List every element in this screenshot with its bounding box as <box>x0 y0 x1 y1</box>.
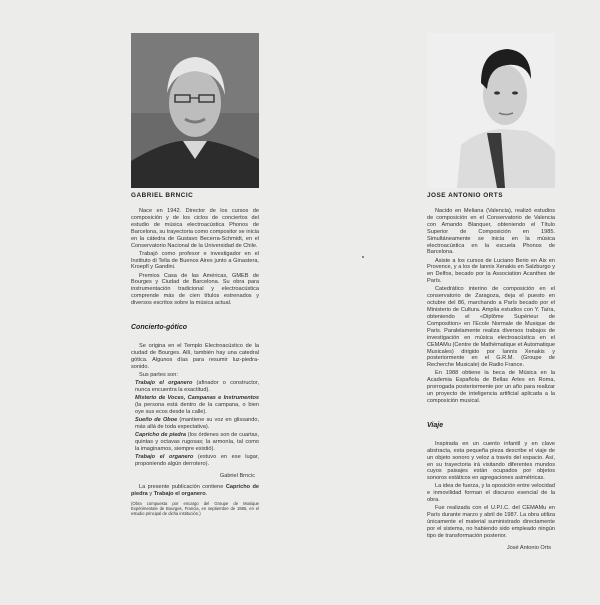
part-desc: (afinador o constructor, nunca encuentra la exactitud). <box>135 379 260 393</box>
column-right <box>427 208 555 557</box>
work-paragraph: La idea de fuerza, y la oposición entre velocidad e inmovilidad forman el discurso esencial de la obra. <box>427 483 555 504</box>
publication-note <box>131 484 259 498</box>
bio-paragraph: Nace en 1942. Director de los cursos de composición y de los ciclos de conciertos del estudio de música electroacústica Phonos de Barcelona, su trayectoria como compositor se inicia en la cátedra de Gustavo Becerra-Schmidt, en el Conservatorio Nacional de la Universidad de Chile. <box>131 208 259 249</box>
signature-gabriel-brncic: Gabriel Brncic <box>219 472 255 479</box>
work-paragraph: Inspirada en un cuento infantil y en clave abstracta, esta pequeña pieza describe el viaje de un objeto sonoro y veloz a través del espacio. Así, en su trayectoria irá visitando diferentes mundos cuyos paisajes están ocupados por objetos sonoros estáticos en agregaciones asimétricas. <box>427 440 555 482</box>
part-item <box>131 454 259 468</box>
part-desc: (la persona está dentro de la campana, o bien oye sus ecos desde la calle). <box>135 401 259 415</box>
note-bold: Capricho de piedra <box>131 484 260 498</box>
bio-paragraph: Premios Casa de las Américas, GMEB de Bourges y Ciudad de Barcelona. Su obra para instrumentación tradicional y electroacústica comprende más de cien títulos estrenados y diversos escritos sobre la música actual. <box>131 272 259 307</box>
bio-paragraph: Asiste a los cursos de Luciano Berio en Aix en Provence, y a los de Iannis Xenakis en Salzburgo y en Delfos, becado por la Association Acanthes de París. <box>427 257 555 285</box>
column-left <box>131 208 259 517</box>
part-title: Misterio de Voces, Campanas e Instrumentos <box>135 394 259 401</box>
note-text: . <box>205 491 208 498</box>
part-desc: (mantiene su voz en glissando, más allá de toda expectativa). <box>135 416 260 430</box>
part-title: Trabajo el organero <box>135 379 193 386</box>
commission-note: (Obra compuesta por encargo del Groupe de Musique Expérimentale de Bourges, Francia, en septiembre de 1985, en el estudio principal de dicha institución.) <box>131 501 259 517</box>
portrait-photo-jose-antonio-orts <box>427 33 555 188</box>
parts-intro: Sus partes son: <box>139 371 178 378</box>
part-item <box>131 380 259 394</box>
work-title-concierto-gotico: Concierto-gótico <box>131 324 187 332</box>
part-item <box>131 432 259 453</box>
part-title: Sueño de Oboe <box>135 416 178 423</box>
bio-paragraph: Trabajó como profesor e investigador en el Instituto di Tella de Buenos Aires junto a Ginastera, Kroepfl y Gandini. <box>131 250 259 271</box>
part-desc: (estuvo en ese lugar, proponiendo algún derrotero). <box>135 453 259 467</box>
composer-name-left: GABRIEL BRNCIC <box>131 192 194 199</box>
note-text: y <box>147 491 154 498</box>
work-title-viaje: Viaje <box>427 421 444 429</box>
bio-paragraph: En 1988 obtiene la beca de Música en la Academia Española de Bellas Artes en Roma, prorrogada posteriormente por un año para realizar un proyecto de inteligencia artificial aplicada a la composición musical. <box>427 370 555 405</box>
part-item <box>131 417 259 431</box>
work-paragraph: Fue realizada con el U.P.I.C. del CEMAMu en París durante marzo y abril de 1987. La obra utiliza únicamente el material suministrado directamente por el sistema, no habiendo sido empleado ningún tipo de transformación posterior. <box>427 505 555 539</box>
note-text: La presente publicación contiene <box>139 484 226 491</box>
part-desc: (los órdenes son de cuartas, quintas y octavas rugosas; la armonía, tal como la imaginamos, siempre existió). <box>135 431 260 452</box>
bio-paragraph: Nacido en Meliana (Valencia), realizó estudios de composición en el Conservatorio de Valencia con Amando Blanquer, obteniendo el Título Superior de Composición en 1985. Simultáneamente se inicia en la música electroacústica en la escuela Phonos de Barcelona. <box>427 208 555 256</box>
part-item <box>131 395 259 416</box>
decorative-dot <box>362 256 364 258</box>
bio-paragraph: Catedrático interino de composición en el conservatorio de Zaragoza, deja el puesto en octubre del 86, marchando a París becado por el Ministerio de Cultura. Amplía estudios con Y. Taïra, obteniendo el «Diplôme Supérieur de Composition» en l'Ecole Normale de Musique de Paris. Paralelamente realiza diversos trabajos de investigación en música electroacústica en el CEMAMu (Centre de Mathématique et Automatique Musicales) dirigido por Iannis Xenakis y posteriormente en el G.R.M. (Groupe de Recherche Musicale) de Radio France. <box>427 286 555 369</box>
part-title: Capricho de piedra <box>135 431 187 438</box>
portrait-photo-gabriel-brncic <box>131 33 259 188</box>
signature-jose-antonio-orts: José Antonio Orts <box>506 544 551 551</box>
note-bold: Trabajo el organero <box>153 491 206 498</box>
work-intro: Se origina en el Templo Electroacústico de la ciudad de Bourges. Allí, también hay una catedral gótica. Algunos días para resumir luz-piedra-sonido. <box>131 342 259 370</box>
composer-name-right: JOSE ANTONIO ORTS <box>427 192 503 199</box>
part-title: Trabajo el organero <box>135 453 194 460</box>
